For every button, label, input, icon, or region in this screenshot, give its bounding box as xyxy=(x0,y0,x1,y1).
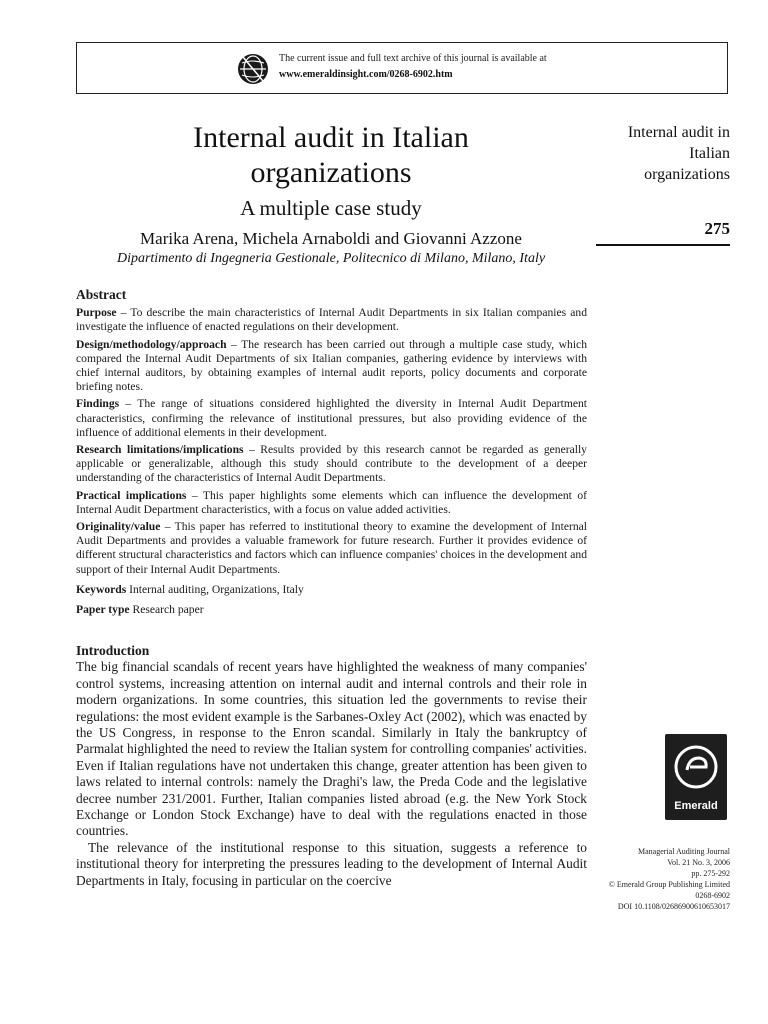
journal-name: Managerial Auditing Journal xyxy=(638,847,730,856)
page-number: 275 xyxy=(704,219,730,238)
banner-availability-text: The current issue and full text archive of this journal is available at xyxy=(279,53,547,64)
paper-type-label: Paper type xyxy=(76,603,130,617)
introduction-paragraph-1: The big financial scandals of recent years have highlighted the weakness of many companies' control systems, increasing attention on internal audit and internal controls and their role in modern organizations. In some countries, this situation led the governments to revise their regulations: the most evident example is the Sarbanes-Oxley Act (2002), which was enacted by the US Congress, in response to the Enron scandal. Similarly in Italy the bankruptcy of Parmalat highlighted the need to review the Italian system for controlling companies' activities. Even if Italian regulations have not undertaken this change, greater attention has been given to laws related to internal controls: namely the Draghi's law, the Preda Code and the legislative decree number 231/2001. Further, Italian companies listed abroad (e.g. the New York Stock Exchange or London Stock Exchange) have to deal with the regulations enacted in those countries. xyxy=(76,659,587,839)
emerald-wordmark: Emerald xyxy=(674,800,718,812)
findings-label: Findings xyxy=(76,397,120,411)
abstract-design xyxy=(76,338,587,395)
running-title-line-2: Italian xyxy=(689,145,730,162)
introduction-heading: Introduction xyxy=(76,643,150,658)
article-title-line-1: Internal audit in Italian xyxy=(193,121,469,154)
design-text: – The research has been carried out through a multiple case study, which compared the Internal Audit Departments of six Italian companies, gathering evidence by interviews with chief internal auditors, by obtaining examples of internal audit reports, policy documents and corporate briefing notes. xyxy=(76,337,587,394)
design-label: Design/methodology/approach xyxy=(76,337,227,351)
banner-journal-link[interactable]: www.emeraldinsight.com/0268-6902.htm xyxy=(279,69,453,80)
journal-citation-info xyxy=(580,846,730,912)
emerald-logo xyxy=(665,734,727,820)
practical-label: Practical implications xyxy=(76,488,187,502)
findings-text: – The range of situations considered highlighted the diversity in Internal Audit Department characteristics, confirming the relevance of institutional pressures, but also providing evidence of the influence of additional elements in their development. xyxy=(76,397,587,439)
journal-issn: 0268-6902 xyxy=(695,891,730,900)
running-title-line-1: Internal audit in xyxy=(627,124,730,141)
abstract-findings xyxy=(76,397,587,440)
limitations-text: – Results provided by this research cannot be regarded as generally applicable or generalizable, although this study should contribute to the development of a deeper understanding of the characteristics of Internal Audit Departments. xyxy=(76,443,587,485)
journal-pages: pp. 275-292 xyxy=(691,869,730,878)
page-number-rule xyxy=(596,244,730,246)
journal-volume: Vol. 21 No. 3, 2006 xyxy=(667,858,730,867)
abstract-originality xyxy=(76,520,587,577)
practical-text: – This paper highlights some elements which can influence the development of Internal Audit Department characteristics, with a focus on value added activities. xyxy=(76,488,587,516)
running-title xyxy=(580,122,730,185)
introduction-section xyxy=(76,643,587,889)
journal-copyright: © Emerald Group Publishing Limited xyxy=(608,880,730,889)
purpose-text: – To describe the main characteristics of Internal Audit Departments in six Italian companies and investigate the influence of enacted regulations on their development. xyxy=(76,306,587,334)
running-title-line-3: organizations xyxy=(644,166,730,183)
article-title-line-2: organizations xyxy=(250,156,412,189)
abstract-practical xyxy=(76,489,587,517)
originality-label: Originality/value xyxy=(76,520,161,534)
abstract-keywords xyxy=(76,583,587,597)
introduction-paragraph-2: The relevance of the institutional response to this situation, suggests a reference to institutional theory for interpreting the pressures leading to the development of Internal Audit Departments in Italy, focusing in particular on the coercive xyxy=(76,839,587,888)
journal-doi: DOI 10.1108/02686900610653017 xyxy=(617,902,730,911)
abstract-heading: Abstract xyxy=(76,287,127,302)
originality-text: – This paper has referred to institutional theory to examine the development of Internal Audit Departments and provides a valuable framework for future research. Further it provides evidence of different structural characteristics and factors which can influence companies' choices in the development and support of their Internal Audit Departments. xyxy=(76,520,587,576)
keywords-text: Internal auditing, Organizations, Italy xyxy=(126,582,304,596)
abstract-section xyxy=(76,288,587,620)
keywords-label: Keywords xyxy=(76,582,127,596)
abstract-purpose xyxy=(76,306,587,334)
limitations-label: Research limitations/implications xyxy=(76,443,244,457)
abstract-limitations xyxy=(76,443,587,486)
author-affiliation: Dipartimento di Ingegneria Gestionale, Politecnico di Milano, Milano, Italy xyxy=(116,251,546,266)
globe-icon xyxy=(237,53,269,85)
article-authors: Marika Arena, Michela Arnaboldi and Giovanni Azzone xyxy=(140,229,522,248)
abstract-paper-type xyxy=(76,603,587,617)
journal-availability-banner xyxy=(76,42,728,94)
purpose-label: Purpose xyxy=(76,306,117,320)
article-subtitle: A multiple case study xyxy=(240,196,422,220)
article-title xyxy=(76,120,586,190)
paper-type-text: Research paper xyxy=(129,603,204,617)
